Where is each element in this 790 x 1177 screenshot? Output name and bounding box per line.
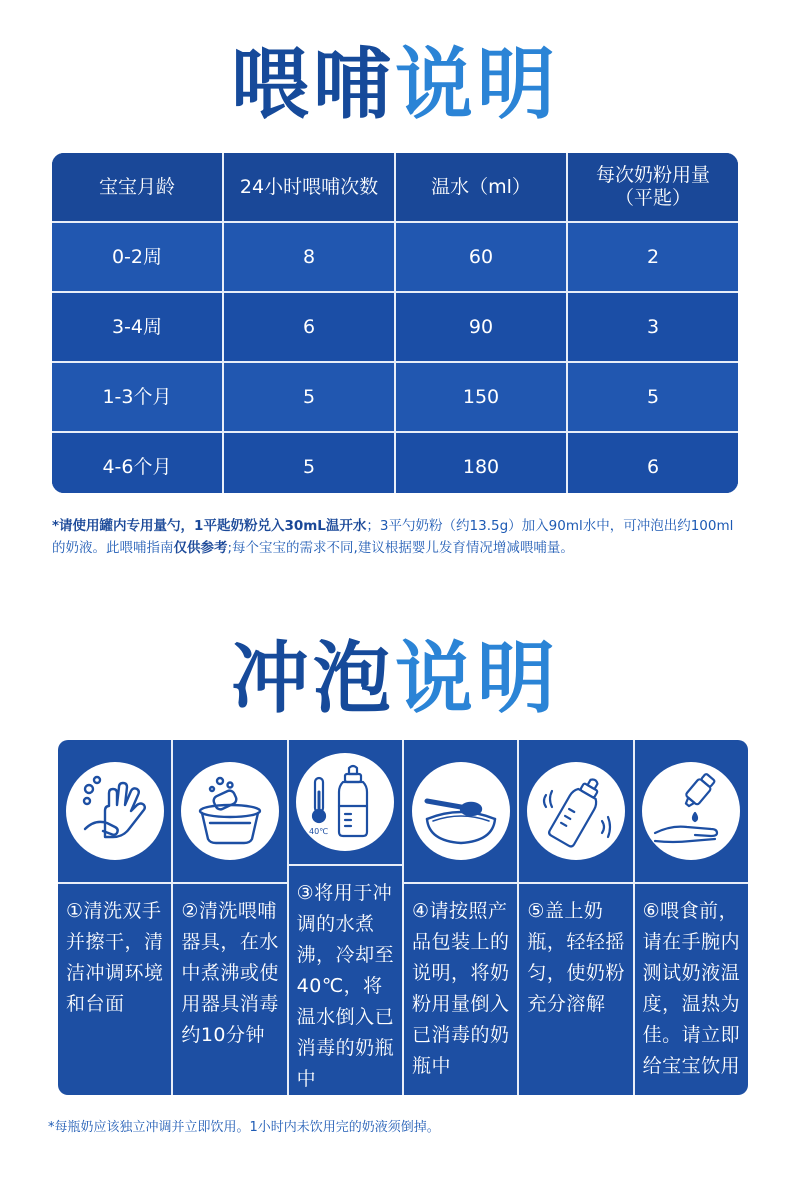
step-column-4 <box>402 740 517 1095</box>
thermo-label: 40℃ <box>309 827 329 836</box>
table-cell: 1-3个月 <box>102 385 172 408</box>
icon-circle <box>527 762 625 860</box>
preparation-note: *每瓶奶应该独立冲调并立即饮用。1小时内未饮用完的奶液须倒掉。 <box>48 1120 440 1135</box>
step-icon-cell <box>635 740 748 884</box>
preparation-title <box>0 634 790 724</box>
header-cell-powder: 每次奶粉用量 （平匙） <box>566 153 738 221</box>
table-cell: 3-4周 <box>111 315 163 338</box>
icon-circle <box>412 762 510 860</box>
step-text-6: ⑥喂食前，请在手腕内测试奶液温度，温热为佳。请立即给宝宝饮用 <box>642 900 741 1077</box>
feeding-title-part2: 说明 <box>395 40 560 130</box>
table-cell: 5 <box>566 363 738 431</box>
step-text-2: ②清洗喂哺器具，在水中煮沸或使用器具消毒约10分钟 <box>181 900 279 1046</box>
feeding-note <box>52 515 742 559</box>
hand-wash-icon <box>75 771 155 851</box>
table-cell: 6 <box>566 433 738 493</box>
table-cell: 8 <box>222 223 394 291</box>
table-cell: 60 <box>394 223 566 291</box>
icon-circle <box>642 762 740 860</box>
icon-circle <box>181 762 279 860</box>
preparation-title-part2: 说明 <box>395 634 560 724</box>
table-cell: 180 <box>394 433 566 493</box>
step-icon-cell <box>404 740 517 884</box>
step-column-1 <box>58 740 171 1095</box>
boiling-basin-icon <box>190 771 270 851</box>
table-cell: 90 <box>394 293 566 361</box>
thermometer-bottle-icon <box>305 762 385 842</box>
step-icon-cell <box>58 740 171 884</box>
table-cell: 4-6个月 <box>102 455 172 478</box>
table-cell: 2 <box>566 223 738 291</box>
step-column-2 <box>171 740 286 1095</box>
scoop-powder-icon <box>421 771 501 851</box>
wrist-test-icon <box>651 771 731 851</box>
note-bold-2: 仅供参考 <box>173 540 228 556</box>
feeding-title <box>0 40 790 130</box>
header-cell-times: 24小时喂哺次数 <box>222 153 394 221</box>
table-row <box>52 361 738 431</box>
icon-circle <box>66 762 164 860</box>
table-cell: 6 <box>222 293 394 361</box>
note-bold-1: *请使用罐内专用量勺，1平匙奶粉兑入30mL温开水 <box>52 518 367 534</box>
step-text-4: ④请按照产品包装上的说明，将奶粉用量倒入已消毒的奶瓶中 <box>411 900 510 1077</box>
table-row <box>52 431 738 493</box>
feeding-title-part1: 喂哺 <box>230 40 395 130</box>
step-column-5 <box>517 740 632 1095</box>
table-cell: 3 <box>566 293 738 361</box>
step-text-5: ⑤盖上奶瓶，轻轻摇匀，使奶粉充分溶解 <box>527 900 625 1015</box>
header-cell-age: 宝宝月龄 <box>98 175 175 198</box>
step-text-1: ①清洗双手并擦干，清洁冲调环境和台面 <box>66 900 164 1015</box>
shake-bottle-icon <box>536 771 616 851</box>
table-row <box>52 291 738 361</box>
table-row <box>52 221 738 291</box>
step-column-3 <box>287 740 402 1095</box>
preparation-steps-panel <box>58 740 748 1095</box>
step-text-3: ③将用于冲调的水煮沸，冷却至40℃，将温水倒入已消毒的奶瓶中 <box>296 882 395 1090</box>
note-text-1: ；3平勺奶粉（约13.5g）加入90ml水中，可冲泡出约100ml的奶液。此喂哺指南 <box>52 518 734 556</box>
step-column-6 <box>633 740 748 1095</box>
preparation-title-part1: 冲泡 <box>230 634 395 724</box>
table-header-row <box>52 153 738 221</box>
table-cell: 150 <box>394 363 566 431</box>
icon-circle <box>296 753 394 851</box>
table-cell: 5 <box>222 433 394 493</box>
table-cell: 0-2周 <box>111 245 163 268</box>
note-text-2: ;每个宝宝的需求不同,建议根据婴儿发育情况增减喂哺量。 <box>227 540 574 556</box>
header-cell-water: 温水（ml） <box>394 153 566 221</box>
step-icon-cell <box>289 740 402 866</box>
step-icon-cell <box>519 740 632 884</box>
table-cell: 5 <box>222 363 394 431</box>
feeding-table <box>52 153 738 493</box>
step-icon-cell <box>173 740 286 884</box>
